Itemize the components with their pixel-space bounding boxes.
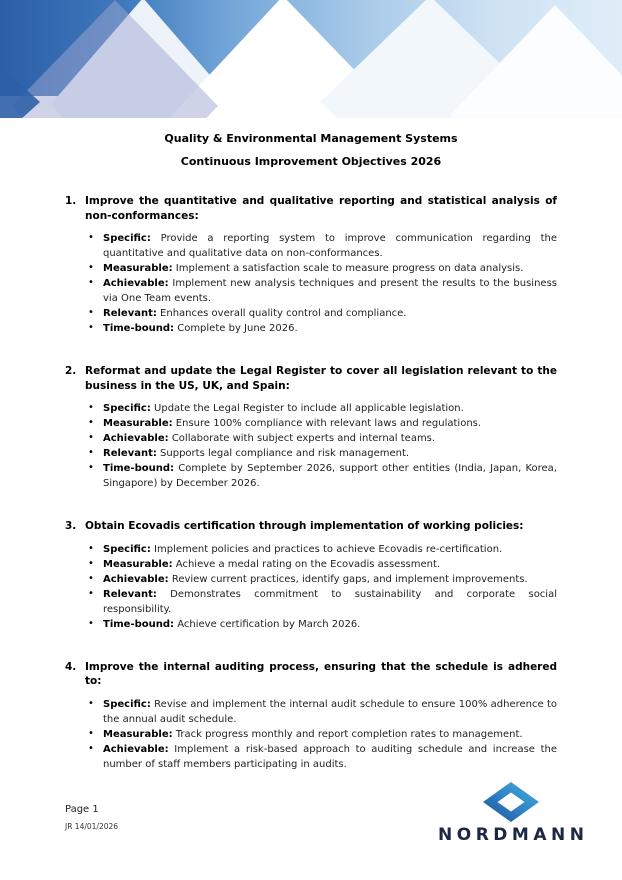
bullet-dot-icon: • — [88, 417, 94, 428]
bullet-text: Implement a risk-based approach to auditing schedule and increase the number of staff members participating in audits. — [103, 743, 558, 770]
section-heading-text: Reformat and update the Legal Register to cover all legislation relevant to the business in the US, UK, and Spain: — [85, 365, 557, 392]
bullet-dot-icon: • — [88, 617, 94, 629]
bullet-label: Relevant: — [103, 308, 157, 319]
bullet-text: Revise and implement the internal audit schedule to ensure 100% adherence to the annual audit schedule. — [103, 698, 557, 725]
bullet-item — [65, 401, 557, 416]
bullet-label: Time-bound: — [103, 618, 175, 630]
bullet-label: Measurable: — [103, 263, 173, 274]
bullet-label: Achievable: — [103, 278, 169, 289]
bullet-text: Achieve certification by March 2026. — [177, 618, 361, 630]
bullet-label: Relevant: — [103, 588, 157, 600]
objective-section — [65, 660, 557, 772]
bullet-dot-icon: • — [88, 727, 94, 739]
bullet-label: Time-bound: — [103, 463, 175, 474]
bullet-text: Implement a satisfaction scale to measure progress on data analysis. — [175, 263, 524, 274]
section-number: 1. — [65, 195, 77, 207]
footer-doc-ref: JR 14/01/2026 — [65, 822, 119, 831]
title-line-2: Continuous Improvement Objectives 2026 — [180, 155, 442, 168]
nordmann-diamond-icon — [482, 781, 540, 823]
section-heading-text: Improve the quantitative and qualitative reporting and statistical analysis of non-conformances: — [85, 195, 557, 222]
bullet-text: Implement policies and practices to achieve Ecovadis re-certification. — [154, 543, 503, 555]
document-body — [65, 127, 557, 800]
bullet-text: Ensure 100% compliance with relevant laws and regulations. — [175, 418, 482, 429]
bullet-dot-icon: • — [88, 572, 94, 584]
objective-section — [65, 519, 557, 632]
bullet-item — [65, 727, 557, 742]
section-heading — [65, 660, 557, 689]
bullet-dot-icon: • — [88, 742, 94, 754]
bullet-label: Specific: — [103, 403, 151, 414]
bullet-text: Track progress monthly and report completion rates to management. — [175, 728, 523, 740]
bullet-item — [65, 431, 557, 446]
section-heading — [65, 519, 557, 534]
bullet-label: Measurable: — [103, 558, 173, 570]
bullet-text: Collaborate with subject experts and internal teams. — [171, 433, 436, 444]
section-heading — [65, 194, 557, 223]
bullet-item — [65, 321, 557, 336]
bullet-text: Supports legal compliance and risk management. — [160, 448, 410, 459]
section-number: 4. — [65, 660, 77, 673]
bullet-dot-icon: • — [88, 262, 94, 273]
bullet-item — [65, 617, 557, 632]
document-title — [65, 127, 557, 173]
bullet-dot-icon: • — [88, 542, 94, 554]
bullet-dot-icon: • — [88, 277, 94, 288]
section-number: 3. — [65, 520, 77, 532]
smart-bullet-list — [65, 231, 557, 336]
bullet-item — [65, 306, 557, 321]
objective-section — [65, 194, 557, 336]
bullet-item — [65, 542, 557, 557]
smart-bullet-list — [65, 542, 557, 632]
bullet-dot-icon: • — [88, 307, 94, 318]
bullet-text: Update the Legal Register to include all applicable legislation. — [154, 403, 464, 414]
bullet-text: Achieve a medal rating on the Ecovadis assessment. — [175, 558, 441, 570]
section-number: 2. — [65, 365, 77, 377]
bullet-dot-icon: • — [88, 447, 94, 458]
bullet-item — [65, 742, 557, 772]
section-heading — [65, 364, 557, 393]
bullet-item — [65, 557, 557, 572]
bullet-label: Achievable: — [103, 433, 169, 444]
bullet-dot-icon: • — [88, 462, 94, 473]
bullet-text: Enhances overall quality control and compliance. — [160, 308, 407, 319]
header-decoration — [0, 0, 622, 118]
section-heading-text: Improve the internal auditing process, ensuring that the schedule is adhered to: — [85, 660, 557, 687]
bullet-text: Complete by June 2026. — [177, 323, 298, 334]
footer — [65, 803, 118, 833]
bullet-label: Achievable: — [103, 743, 169, 755]
bullet-dot-icon: • — [88, 697, 94, 709]
bullet-item — [65, 261, 557, 276]
smart-bullet-list — [65, 401, 557, 491]
smart-bullet-list — [65, 697, 557, 772]
bullet-text: Review current practices, identify gaps, and implement improvements. — [171, 573, 528, 585]
bullet-item — [65, 416, 557, 431]
section-heading-text: Obtain Ecovadis certification through implementation of working policies: — [85, 520, 524, 532]
bullet-text: Complete by September 2026, support other entities (India, Japan, Korea, Singapore) by December 2026. — [103, 463, 557, 489]
title-line-1: Quality & Environmental Management Systems — [164, 132, 458, 145]
bullet-item — [65, 572, 557, 587]
nordmann-wordmark: NORDMANN — [438, 825, 589, 845]
footer-page-number: Page 1 — [65, 804, 99, 815]
bullet-dot-icon: • — [88, 402, 94, 413]
bullet-item — [65, 697, 557, 727]
bullet-item — [65, 276, 557, 306]
bullet-label: Relevant: — [103, 448, 157, 459]
bullet-dot-icon: • — [88, 587, 94, 599]
sections — [65, 194, 557, 772]
bullet-dot-icon: • — [88, 432, 94, 443]
bullet-label: Specific: — [103, 543, 151, 555]
bullet-item — [65, 231, 557, 261]
nordmann-logo — [427, 781, 595, 845]
bullet-text: Provide a reporting system to improve communication regarding the quantitative and qualitative data on non-conformances. — [103, 233, 557, 259]
bullet-label: Specific: — [103, 233, 151, 244]
bullet-label: Achievable: — [103, 573, 169, 585]
bullet-item — [65, 446, 557, 461]
bullet-dot-icon: • — [88, 557, 94, 569]
bullet-label: Measurable: — [103, 728, 173, 740]
bullet-label: Time-bound: — [103, 323, 175, 334]
bullet-label: Specific: — [103, 698, 151, 710]
objective-section — [65, 364, 557, 491]
bullet-text: Demonstrates commitment to sustainability and corporate social responsibility. — [103, 588, 557, 615]
bullet-item — [65, 461, 557, 491]
bullet-item — [65, 587, 557, 617]
bullet-label: Measurable: — [103, 418, 173, 429]
bullet-dot-icon: • — [88, 322, 94, 333]
bullet-text: Implement new analysis techniques and present the results to the business via One Team events. — [103, 278, 557, 304]
bullet-dot-icon: • — [88, 232, 94, 243]
